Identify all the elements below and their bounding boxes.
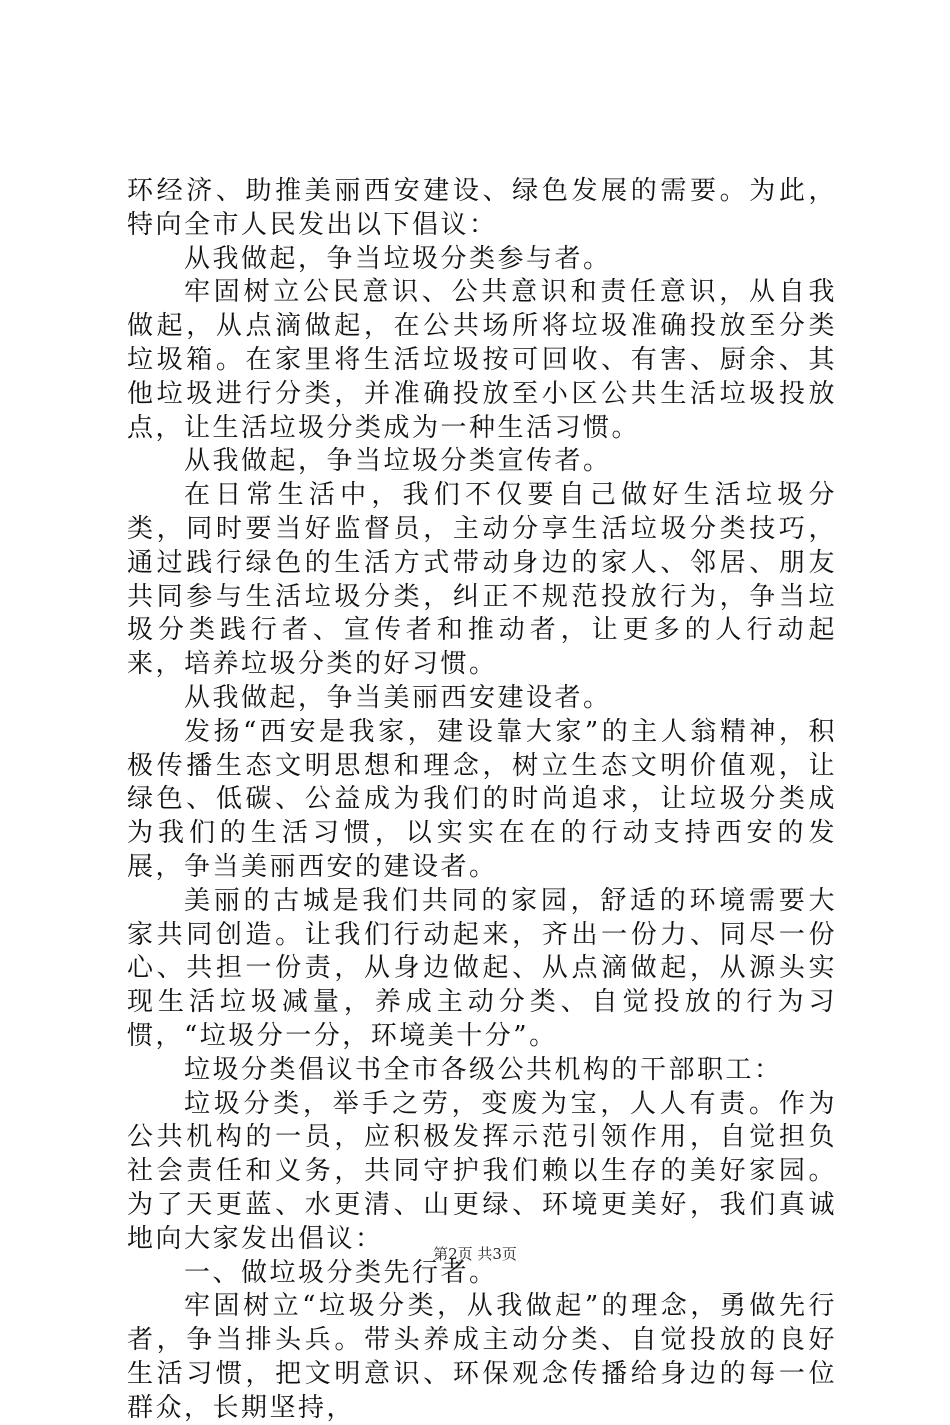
paragraph-builder: 发扬“西安是我家，建设靠大家”的主人翁精神，积极传播生态文明思想和理念，树立生态文明价值观，让绿色、低碳、公益成为我们的时尚追求，让垃圾分类成为我们的生活习惯，以实实在在的行动支持西安的发展，争当美丽西安的建设者。 bbox=[127, 716, 837, 882]
heading-participant: 从我做起，争当垃圾分类参与者。 bbox=[184, 243, 612, 274]
document-body bbox=[127, 175, 837, 1425]
heading-promoter: 从我做起，争当垃圾分类宣传者。 bbox=[184, 446, 612, 477]
paragraph-promoter: 在日常生活中，我们不仅要自己做好生活垃圾分类，同时要当好监督员，主动分享生活垃圾分类技巧，通过践行绿色的生活方式带动身边的家人、邻居、朋友共同参与生活垃圾分类，纠正不规范投放行为，争当垃圾分类践行者、宣传者和推动者，让更多的人行动起来，培养垃圾分类的好习惯。 bbox=[127, 480, 837, 680]
paragraph-closing: 美丽的古城是我们共同的家园，舒适的环境需要大家共同创造。让我们行动起来，齐出一份力、同尽一份心、共担一份责，从身边做起、从点滴做起，从源头实现生活垃圾减量，养成主动分类、自觉投放的行为习惯，“垃圾分一分，环境美十分”。 bbox=[127, 885, 837, 1051]
page-number: 第2页 共3页 bbox=[433, 1245, 517, 1263]
paragraph-salutation: 垃圾分类倡议书全市各级公共机构的干部职工： bbox=[184, 1054, 783, 1085]
heading-pioneer: 一、做垃圾分类先行者。 bbox=[184, 1257, 498, 1288]
heading-builder: 从我做起，争当美丽西安建设者。 bbox=[184, 682, 612, 713]
paragraph-intro: 垃圾分类，举手之劳，变废为宝，人人有责。作为公共机构的一员，应积极发挥示范引领作用，自觉担负社会责任和义务，共同守护我们赖以生存的美好家园。为了天更蓝、水更清、山更绿、环境更美好，我们真诚地向大家发出倡议： bbox=[127, 1088, 837, 1254]
paragraph-pioneer: 牢固树立“垃圾分类，从我做起”的理念，勇做先行者，争当排头兵。带头养成主动分类、自觉投放的良好生活习惯，把文明意识、环保观念传播给身边的每一位群众，长期坚持， bbox=[127, 1291, 837, 1423]
paragraph-continuation: 环经济、助推美丽西安建设、绿色发展的需要。为此，特向全市人民发出以下倡议： bbox=[127, 176, 837, 240]
paragraph-participant: 牢固树立公民意识、公共意识和责任意识，从自我做起，从点滴做起，在公共场所将垃圾准确投放至分类垃圾箱。在家里将生活垃圾按可回收、有害、厨余、其他垃圾进行分类，并准确投放至小区公共生活垃圾投放点，让生活垃圾分类成为一种生活习惯。 bbox=[127, 277, 837, 443]
